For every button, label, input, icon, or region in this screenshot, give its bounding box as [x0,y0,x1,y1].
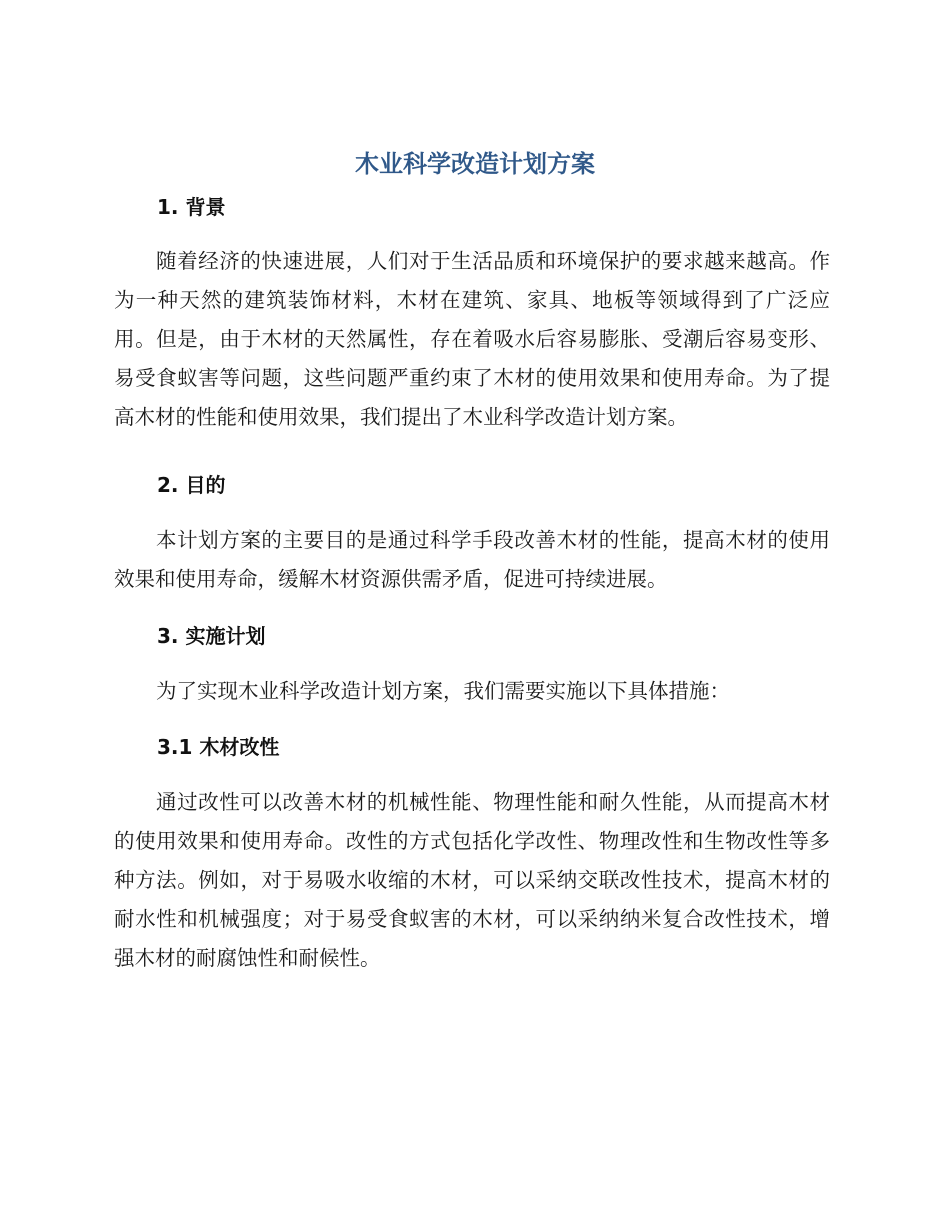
section-heading-purpose: 2. 目的 [157,473,226,497]
section-heading-background: 1. 背景 [157,195,226,219]
section-heading-implementation: 3. 实施计划 [157,624,266,648]
section-paragraph-purpose: 本计划方案的主要目的是通过科学手段改善木材的性能，提高木材的使用效果和使用寿命，缓解木材资源供需矛盾，促进可持续进展。 [114,528,830,591]
section-paragraph-wood-modification: 通过改性可以改善木材的机械性能、物理性能和耐久性能，从而提高木材的使用效果和使用寿命。改性的方式包括化学改性、物理改性和生物改性等多种方法。例如，对于易吸水收缩的木材，可以采纳交联改性技术，提高木材的耐水性和机械强度；对于易受食蚁害的木材，可以采纳纳米复合改性技术，增强木材的耐腐蚀性和耐候性。 [114,790,830,970]
document-title: 木业科学改造计划方案 [355,150,595,178]
section-paragraph-background: 随着经济的快速进展，人们对于生活品质和环境保护的要求越来越高。作为一种天然的建筑装饰材料，木材在建筑、家具、地板等领域得到了广泛应用。但是，由于木材的天然属性，存在着吸水后容易膨胀、受潮后容易变形、易受食蚁害等问题，这些问题严重约束了木材的使用效果和使用寿命。为了提高木材的性能和使用效果，我们提出了木业科学改造计划方案。 [114,249,830,429]
section-heading-wood-modification: 3.1 木材改性 [157,735,280,759]
section-paragraph-implementation: 为了实现木业科学改造计划方案，我们需要实施以下具体措施： [156,679,730,703]
